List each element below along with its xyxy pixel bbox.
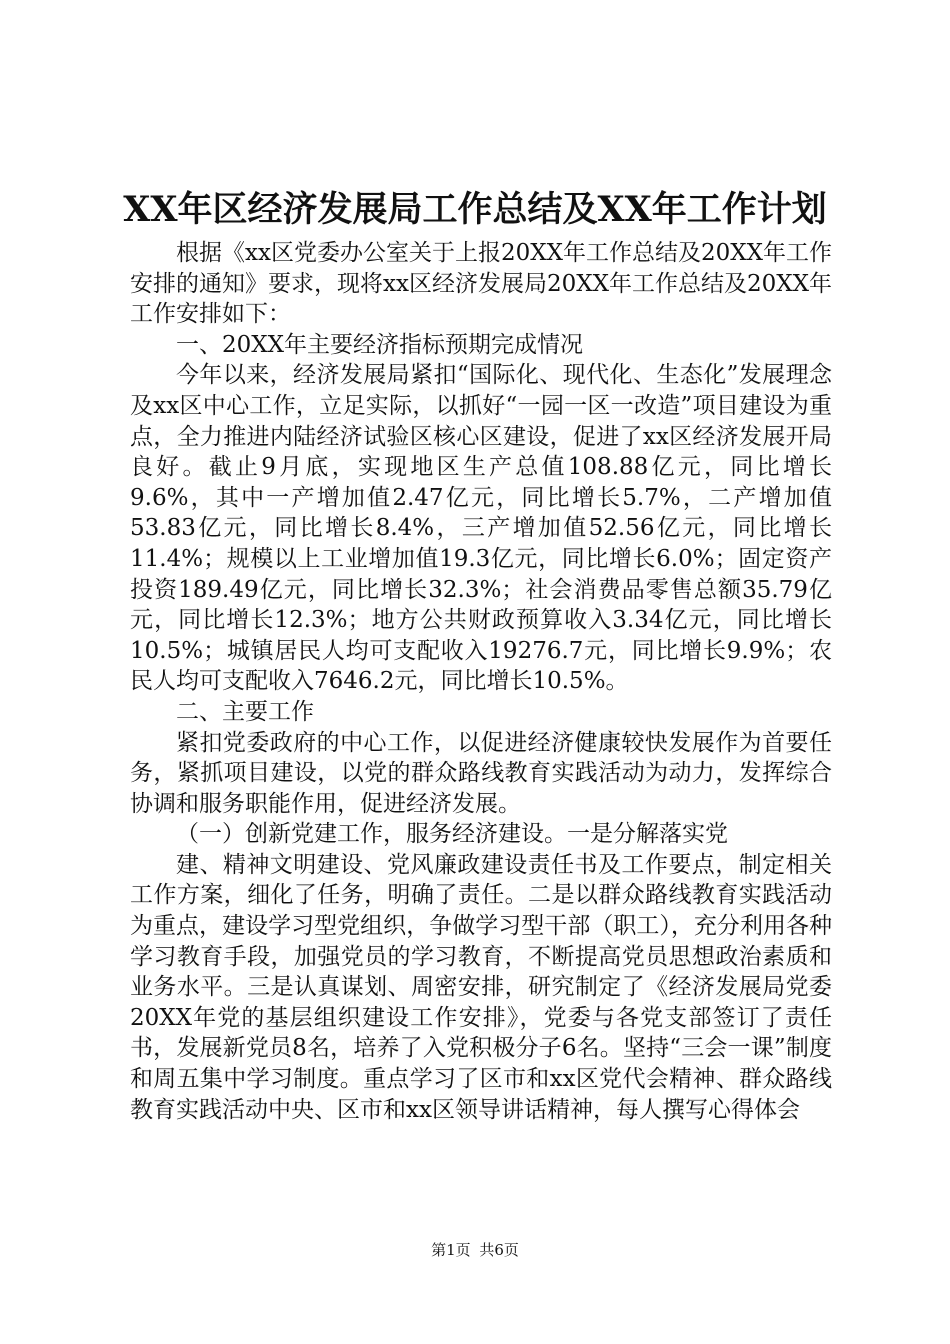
- page-number: 第1页: [431, 1241, 471, 1259]
- paragraph-indicators: 今年以来，经济发展局紧扣“国际化、现代化、生态化”发展理念及xx区中心工作，立足实际，以抓好“一园一区一改造”项目建设为重点，全力推进内陆经济试验区核心区建设，促进了xx区经济发展开局良好。截止9月底，实现地区生产总值108.88亿元，同比增长9.6%，其中一产增加值2.47亿元，同比增长5.7%，二产增加值53.83亿元，同比增长8.4%，三产增加值52.56亿元，同比增长11.4%；规模以上工业增加值19.3亿元，同比增长6.0%；固定资产投资189.49亿元，同比增长32.3%；社会消费品零售总额35.79亿元，同比增长12.3%；地方公共财政预算收入3.34亿元，同比增长10.5%；城镇居民人均可支配收入19276.7元，同比增长9.9%；农民人均可支配收入7646.2元，同比增长10.5%。: [130, 362, 832, 695]
- page-footer: [0, 1240, 950, 1260]
- section-heading-main-work: 二、主要工作: [176, 698, 314, 725]
- page-total: 共6页: [479, 1241, 519, 1259]
- paragraph-intro: 根据《xx区党委办公室关于上报20XX年工作总结及20XX年工作安排的通知》要求，现将xx区经济发展局20XX年工作总结及20XX年工作安排如下：: [130, 240, 832, 328]
- document-title: XX年区经济发展局工作总结及XX年工作计划: [123, 189, 827, 230]
- paragraph-party-building: 建、精神文明建设、党风廉政建设责任书及工作要点，制定相关工作方案，细化了任务，明确了责任。二是以群众路线教育实践活动为重点，建设学习型党组织，争做学习型干部（职工），充分利用各种学习教育手段，加强党员的学习教育，不断提高党员思想政治素质和业务水平。三是认真谋划、周密安排，研究制定了《经济发展局党委20XX年党的基层组织建设工作安排》，党委与各党支部签订了责任书，发展新党员8名，培养了入党积极分子6名。坚持“三会一课”制度和周五集中学习制度。重点学习了区市和xx区党代会精神、群众路线教育实践活动中央、区市和xx区领导讲话精神，每人撰写心得体会: [130, 851, 832, 1123]
- paragraph-main-work: 紧扣党委政府的中心工作，以促进经济健康较快发展作为首要任务，紧抓项目建设，以党的群众路线教育实践活动为动力，发挥综合协调和服务职能作用，促进经济发展。: [130, 729, 832, 817]
- subsection-heading-party-building: （一）创新党建工作，服务经济建设。一是分解落实党: [176, 821, 728, 848]
- document-body: [130, 238, 832, 1125]
- section-heading-indicators: 一、20XX年主要经济指标预期完成情况: [176, 331, 584, 358]
